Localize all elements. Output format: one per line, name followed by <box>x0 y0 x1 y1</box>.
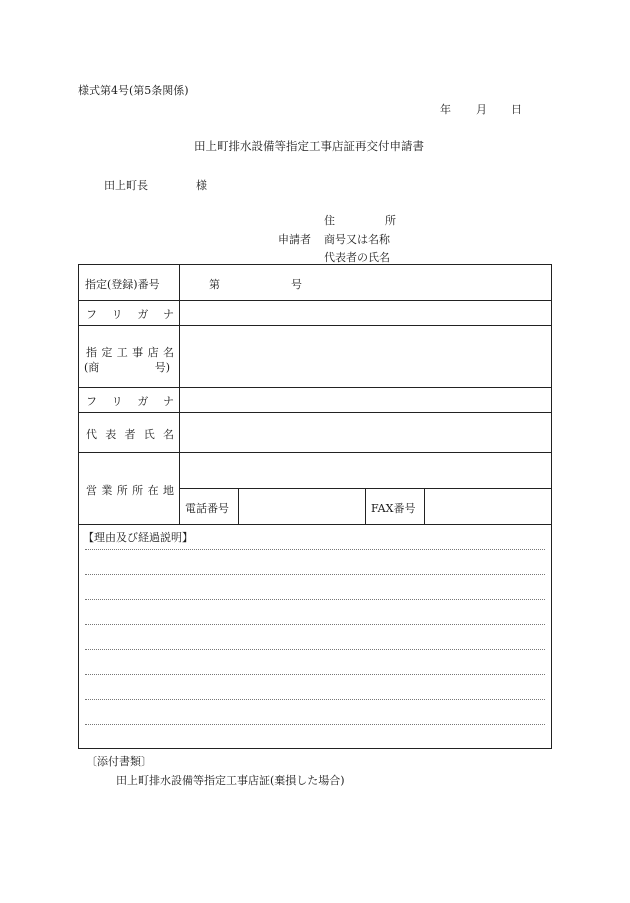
date-day: 日 <box>511 103 522 116</box>
attachments-item: 田上町排水設備等指定工事店証(棄損した場合) <box>116 774 345 787</box>
furigana-char: リ <box>111 395 123 408</box>
office-location-label <box>86 482 174 498</box>
office-location-char: 業 <box>101 484 113 497</box>
shop-name-char: 店 <box>147 346 159 359</box>
application-form-table <box>78 264 552 749</box>
shop-name-char: 事 <box>132 346 144 359</box>
representative-char: 氏 <box>143 428 155 441</box>
shop-name-char: 定 <box>101 346 113 359</box>
office-address-field[interactable] <box>180 453 552 488</box>
applicant-label: 申請者 <box>278 233 311 246</box>
office-location-char: 所 <box>132 484 144 497</box>
designation-number-label: 指定(登録)番号 <box>85 278 160 291</box>
representative-name-field[interactable] <box>180 413 552 452</box>
representative-char: 名 <box>163 428 174 441</box>
shop-name-char: 名 <box>162 346 174 359</box>
office-location-char: 所 <box>116 484 128 497</box>
representative-name-label <box>86 426 174 442</box>
shop-name-sub-close: 号) <box>154 361 170 374</box>
fax-field[interactable] <box>425 489 552 524</box>
document-title: 田上町排水設備等指定工事店証再交付申請書 <box>194 139 424 153</box>
furigana-char: フ <box>86 308 97 321</box>
shop-name-sublabel <box>84 359 170 375</box>
furigana-char: ナ <box>162 395 174 408</box>
form-number: 様式第4号(第5条関係) <box>78 84 189 97</box>
phone-label: 電話番号 <box>185 502 229 515</box>
phone-field[interactable] <box>239 489 365 524</box>
representative-furigana-field[interactable] <box>180 388 552 412</box>
shop-name-sub-open: (商 <box>84 361 100 374</box>
addressee-name: 田上町長 <box>104 179 148 192</box>
furigana-label-2 <box>86 393 174 409</box>
date-year: 年 <box>440 103 451 116</box>
office-location-char: 在 <box>147 484 159 497</box>
reason-label: 【理由及び経過説明】 <box>83 531 193 544</box>
designation-number-field[interactable] <box>221 269 287 295</box>
fax-label: FAX番号 <box>371 502 416 515</box>
representative-char: 表 <box>105 428 117 441</box>
shop-name-field[interactable] <box>180 326 552 387</box>
address-char-1: 住 <box>324 214 335 227</box>
shop-name-char: 工 <box>116 346 128 359</box>
designation-number-dai: 第 <box>209 278 220 291</box>
designation-number-go: 号 <box>291 278 302 291</box>
attachments-heading: 〔添付書類〕 <box>86 755 152 768</box>
shop-furigana-field[interactable] <box>180 301 552 325</box>
furigana-char: ガ <box>137 395 149 408</box>
shop-name-char: 指 <box>86 346 97 359</box>
date-month: 月 <box>476 103 487 116</box>
reason-text-area[interactable] <box>83 545 547 743</box>
shop-name-label <box>86 344 174 360</box>
representative-char: 代 <box>86 428 97 441</box>
furigana-label-1 <box>86 306 174 322</box>
applicant-representative-label: 代表者の氏名 <box>324 251 390 264</box>
furigana-char: フ <box>86 395 97 408</box>
furigana-char: リ <box>111 308 123 321</box>
address-char-2: 所 <box>385 214 396 227</box>
furigana-char: ガ <box>137 308 149 321</box>
representative-char: 者 <box>124 428 136 441</box>
applicant-address-label <box>324 212 396 228</box>
addressee-honorific: 様 <box>196 179 207 192</box>
applicant-trade-name-label: 商号又は名称 <box>324 233 390 246</box>
office-location-char: 営 <box>86 484 97 497</box>
office-location-char: 地 <box>162 484 174 497</box>
furigana-char: ナ <box>162 308 174 321</box>
